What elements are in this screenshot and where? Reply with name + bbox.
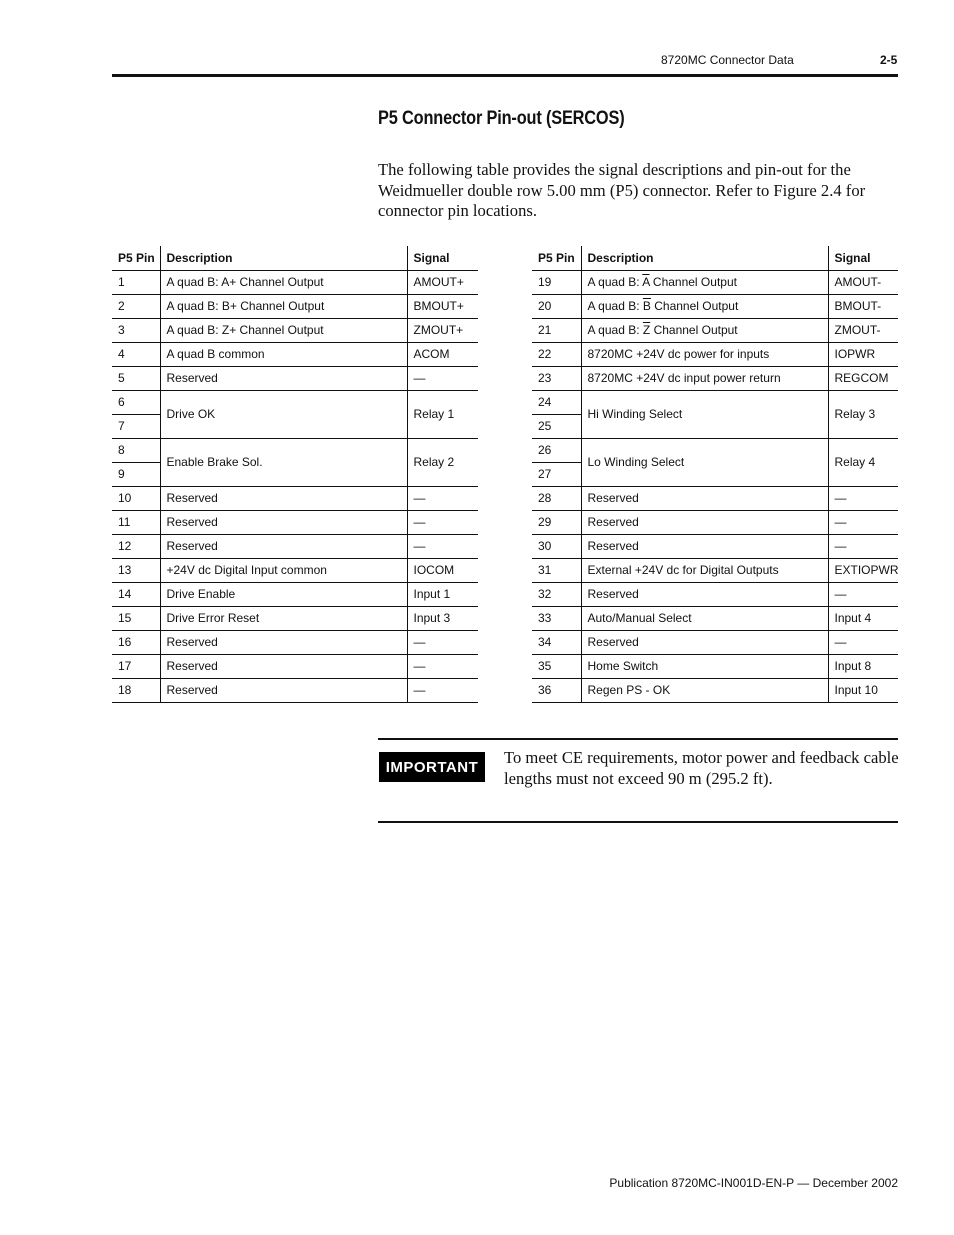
description-cell: Reserved (160, 510, 407, 534)
table-header-row (532, 246, 898, 270)
signal-cell: Relay 2 (407, 438, 478, 486)
pin-number-cell: 20 (532, 294, 581, 318)
table-row (112, 678, 478, 702)
signal-cell: REGCOM (828, 366, 898, 390)
pin-number-cell: 35 (532, 654, 581, 678)
pin-number-cell: 16 (112, 630, 160, 654)
signal-cell: — (828, 486, 898, 510)
pin-number-cell: 27 (532, 462, 581, 486)
pin-number-cell: 10 (112, 486, 160, 510)
pin-number-cell: 11 (112, 510, 160, 534)
description-cell: Reserved (160, 534, 407, 558)
page-number: 2-5 (880, 53, 898, 67)
pin-number-cell: 21 (532, 318, 581, 342)
description-cell: Home Switch (581, 654, 828, 678)
table-row (112, 318, 478, 342)
description-text: A quad B: (587, 299, 643, 313)
description-cell: Drive Enable (160, 582, 407, 606)
table-row (532, 342, 898, 366)
signal-cell: Relay 4 (828, 438, 898, 486)
table-row (112, 366, 478, 390)
pin-number-cell: 17 (112, 654, 160, 678)
pin-number-cell: 6 (112, 390, 160, 414)
signal-cell: AMOUT+ (407, 270, 478, 294)
description-cell (581, 294, 828, 318)
description-cell: Drive OK (160, 390, 407, 438)
overlined-channel-letter: $\overline{A}$ (642, 275, 650, 289)
description-text: Channel Output (650, 299, 739, 313)
signal-cell: ZMOUT+ (407, 318, 478, 342)
description-cell: A quad B common (160, 342, 407, 366)
description-text: Channel Output (650, 323, 738, 337)
pinout-table-left (112, 246, 478, 703)
pin-number-cell: 23 (532, 366, 581, 390)
description-cell: 8720MC +24V dc power for inputs (581, 342, 828, 366)
description-cell: Reserved (160, 486, 407, 510)
header-rule (112, 74, 898, 77)
pin-number-cell: 19 (532, 270, 581, 294)
publication-footer: Publication 8720MC-IN001D-EN-P — December 2002 (609, 1176, 898, 1190)
signal-cell: Relay 3 (828, 390, 898, 438)
intro-paragraph: The following table provides the signal descriptions and pin-out for the Weidmueller double row 5.00 mm (P5) connector. Refer to Figure 2.4 for connector pin locations. (378, 160, 866, 220)
table-row (532, 390, 898, 414)
table-row (112, 486, 478, 510)
important-badge: IMPORTANT (379, 752, 485, 782)
table-row (112, 390, 478, 414)
table-header-row (112, 246, 478, 270)
pin-number-cell: 25 (532, 414, 581, 438)
table-row (532, 582, 898, 606)
pin-number-cell: 2 (112, 294, 160, 318)
signal-cell: — (828, 534, 898, 558)
pin-number-cell: 32 (532, 582, 581, 606)
description-text: Channel Output (649, 275, 737, 289)
pin-number-cell: 15 (112, 606, 160, 630)
pin-number-cell: 24 (532, 390, 581, 414)
description-cell: Reserved (581, 486, 828, 510)
column-header-description: Description (581, 246, 828, 270)
description-text: A quad B: (587, 275, 643, 289)
pin-number-cell: 30 (532, 534, 581, 558)
description-cell: Auto/Manual Select (581, 606, 828, 630)
table-row (532, 486, 898, 510)
description-cell: Drive Error Reset (160, 606, 407, 630)
description-cell: Reserved (160, 654, 407, 678)
pin-number-cell: 7 (112, 414, 160, 438)
table-row (532, 318, 898, 342)
signal-cell: Input 8 (828, 654, 898, 678)
table-row (112, 606, 478, 630)
description-cell (581, 270, 828, 294)
signal-cell: — (407, 510, 478, 534)
signal-cell: Input 3 (407, 606, 478, 630)
description-cell: Reserved (160, 630, 407, 654)
signal-cell: — (407, 678, 478, 702)
overlined-channel-letter: $\overline{B}$ (642, 299, 651, 313)
signal-cell: AMOUT- (828, 270, 898, 294)
important-bottom-rule (378, 821, 898, 823)
table-row (112, 294, 478, 318)
table-row (532, 438, 898, 462)
description-cell: Reserved (160, 366, 407, 390)
pin-number-cell: 33 (532, 606, 581, 630)
pin-number-cell: 29 (532, 510, 581, 534)
signal-cell: BMOUT+ (407, 294, 478, 318)
page-title: P5 Connector Pin-out (SERCOS) (378, 108, 625, 129)
description-cell: Regen PS - OK (581, 678, 828, 702)
description-cell: Reserved (581, 630, 828, 654)
table-row (112, 438, 478, 462)
table-row (532, 366, 898, 390)
description-cell: Reserved (581, 510, 828, 534)
description-cell: A quad B: Z+ Channel Output (160, 318, 407, 342)
signal-cell: — (407, 366, 478, 390)
table-row (532, 678, 898, 702)
pin-number-cell: 4 (112, 342, 160, 366)
signal-cell: ZMOUT- (828, 318, 898, 342)
signal-cell: — (407, 654, 478, 678)
table-row (532, 534, 898, 558)
pin-number-cell: 18 (112, 678, 160, 702)
signal-cell: — (828, 510, 898, 534)
table-row (112, 582, 478, 606)
description-cell: Enable Brake Sol. (160, 438, 407, 486)
pin-number-cell: 34 (532, 630, 581, 654)
overlined-channel-letter: $\overline{Z}$ (642, 323, 651, 337)
description-cell: Reserved (581, 534, 828, 558)
table-row (112, 270, 478, 294)
pin-number-cell: 26 (532, 438, 581, 462)
pin-number-cell: 9 (112, 462, 160, 486)
signal-cell: Relay 1 (407, 390, 478, 438)
signal-cell: IOCOM (407, 558, 478, 582)
signal-cell: BMOUT- (828, 294, 898, 318)
table-row (112, 558, 478, 582)
signal-cell: EXTIOPWR (828, 558, 898, 582)
pin-number-cell: 1 (112, 270, 160, 294)
column-header-signal: Signal (828, 246, 898, 270)
table-row (112, 630, 478, 654)
pin-number-cell: 36 (532, 678, 581, 702)
table-row (532, 630, 898, 654)
signal-cell: — (828, 630, 898, 654)
pin-number-cell: 12 (112, 534, 160, 558)
pin-number-cell: 28 (532, 486, 581, 510)
pin-number-cell: 8 (112, 438, 160, 462)
description-cell: Reserved (581, 582, 828, 606)
table-row (532, 558, 898, 582)
signal-cell: IOPWR (828, 342, 898, 366)
important-text: To meet CE requirements, motor power and feedback cable lengths must not exceed 90 m (295.2 ft). (504, 748, 899, 788)
description-cell: Hi Winding Select (581, 390, 828, 438)
signal-cell: — (407, 630, 478, 654)
table-row (112, 510, 478, 534)
description-cell: A quad B: B+ Channel Output (160, 294, 407, 318)
description-text: A quad B: (587, 323, 643, 337)
column-header-pin: P5 Pin (532, 246, 581, 270)
description-cell (581, 318, 828, 342)
pin-number-cell: 14 (112, 582, 160, 606)
table-row (532, 654, 898, 678)
table-row (532, 606, 898, 630)
signal-cell: — (407, 534, 478, 558)
table-row (112, 534, 478, 558)
running-header: 8720MC Connector Data (661, 53, 794, 67)
pin-number-cell: 13 (112, 558, 160, 582)
signal-cell: Input 10 (828, 678, 898, 702)
description-cell: Reserved (160, 678, 407, 702)
pinout-table-right (532, 246, 898, 703)
important-top-rule (378, 738, 898, 740)
signal-cell: — (407, 486, 478, 510)
description-cell: 8720MC +24V dc input power return (581, 366, 828, 390)
description-cell: Lo Winding Select (581, 438, 828, 486)
signal-cell: ACOM (407, 342, 478, 366)
signal-cell: Input 4 (828, 606, 898, 630)
pin-number-cell: 3 (112, 318, 160, 342)
signal-cell: — (828, 582, 898, 606)
description-cell: External +24V dc for Digital Outputs (581, 558, 828, 582)
description-cell: A quad B: A+ Channel Output (160, 270, 407, 294)
column-header-description: Description (160, 246, 407, 270)
table-row (112, 342, 478, 366)
description-cell: +24V dc Digital Input common (160, 558, 407, 582)
pin-number-cell: 22 (532, 342, 581, 366)
pin-number-cell: 31 (532, 558, 581, 582)
table-row (532, 510, 898, 534)
signal-cell: Input 1 (407, 582, 478, 606)
table-row (112, 654, 478, 678)
table-row (532, 294, 898, 318)
pin-number-cell: 5 (112, 366, 160, 390)
table-row (532, 270, 898, 294)
column-header-signal: Signal (407, 246, 478, 270)
column-header-pin: P5 Pin (112, 246, 160, 270)
